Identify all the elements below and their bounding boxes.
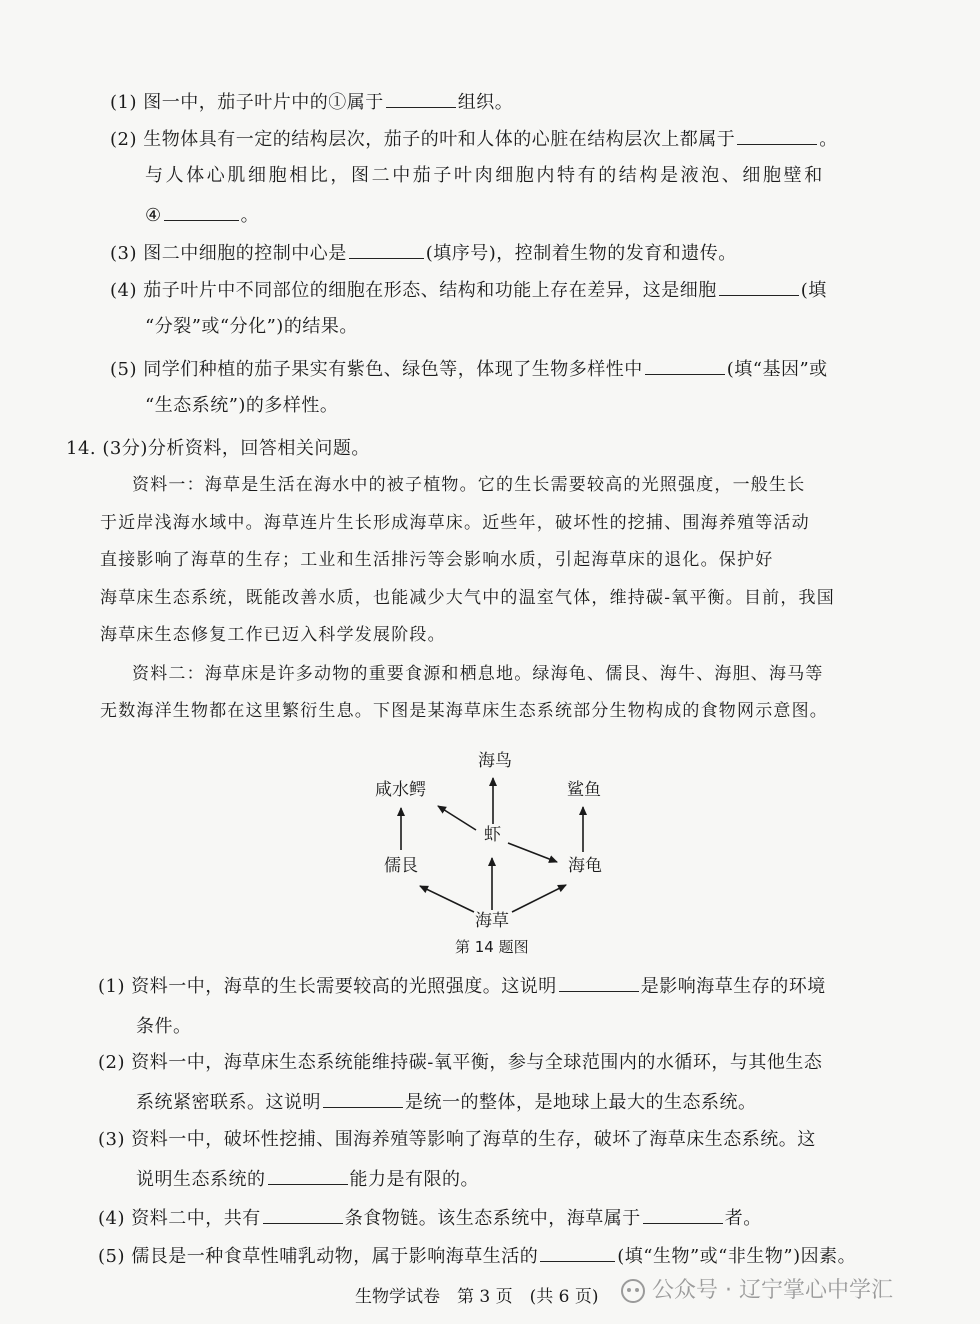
material2-line: 无数海洋生物都在这里繁衍生息。下图是某海草床生态系统部分生物构成的食物网示意图。	[100, 701, 828, 721]
node-seabird: 海鸟	[478, 751, 512, 771]
node-crocodile: 咸水鳄	[375, 780, 426, 800]
q13-part3	[110, 240, 737, 267]
q14-part4-text-b: 条食物链。该生态系统中，海草属于	[344, 1208, 641, 1229]
q14-part4	[98, 1205, 762, 1232]
q13-part5	[110, 356, 828, 383]
q14-part2-line2-a: 系统紧密联系。这说明	[136, 1092, 321, 1113]
q14-part1-text-b: 是影响海草生存的环境	[640, 976, 826, 997]
node-seagrass: 海草	[475, 911, 509, 931]
q13-part4-text-b: (填	[800, 280, 827, 301]
answer-blank[interactable]	[645, 356, 725, 375]
q13-part3-num: (3)	[110, 243, 137, 264]
q13-part2-num: (2)	[110, 129, 137, 150]
q14-part3-text-a: 资料一中，破坏性挖捕、围海养殖等影响了海草的生存，破坏了海草床生态系统。这	[131, 1129, 816, 1150]
q13-part1-text-a: 图一中，茄子叶片中的①属于	[143, 92, 384, 113]
q14-part1-text-a: 资料一中，海草的生长需要较高的光照强度。这说明	[131, 976, 557, 997]
node-turtle: 海龟	[568, 856, 602, 876]
q14-part1	[98, 973, 826, 1000]
q13-part1-num: (1)	[110, 92, 137, 113]
q13-part5-text-a: 同学们种植的茄子果实有紫色、绿色等，体现了生物多样性中	[143, 359, 643, 380]
figure-caption: 第 14 题图	[455, 938, 529, 956]
q13-part5-text-b: (填“基因”或	[726, 359, 828, 380]
arrow-shrimp-crocodile	[438, 806, 476, 830]
q14-part3-line2	[136, 1166, 479, 1193]
node-dugong: 儒艮	[384, 856, 418, 876]
q13-part2-text-a: 生物体具有一定的结构层次，茄子的叶和人体的心脏在结构层次上都属于	[143, 129, 736, 150]
q13-part1-text-b: 组织。	[457, 92, 514, 113]
material1-line: 海草床生态系统，既能改善水质，也能减少大气中的温室气体，维持碳-氧平衡。目前，我国	[100, 588, 835, 608]
answer-blank[interactable]	[263, 1205, 343, 1224]
q13-part2-line3-end: 。	[240, 205, 260, 226]
q14-part2-line2	[136, 1089, 757, 1116]
q14-part4-text-a: 资料二中，共有	[131, 1208, 261, 1229]
q14-part2-line2-b: 是统一的整体，是地球上最大的生态系统。	[405, 1092, 757, 1113]
q14-part3-line2-a: 说明生态系统的	[136, 1169, 266, 1190]
watermark	[620, 1273, 893, 1304]
q14-part2	[98, 1050, 822, 1076]
answer-blank[interactable]	[268, 1166, 348, 1185]
material1-line: 直接影响了海草的生存；工业和生活排污等会影响水质，引起海草床的退化。保护好	[100, 550, 774, 570]
q14-part3	[98, 1127, 816, 1153]
answer-blank[interactable]	[349, 240, 424, 259]
q13-part2-circled-4: ④	[145, 205, 162, 226]
q13-part2-line3	[145, 202, 259, 229]
q13-part2-line2: 与人体心肌细胞相比，图二中茄子叶肉细胞内特有的结构是液泡、细胞壁和	[145, 165, 825, 186]
q13-part3-text-a: 图二中细胞的控制中心是	[143, 243, 347, 264]
q14-part1-num: (1)	[98, 976, 125, 997]
q14-part5-text-a: 儒艮是一种食草性哺乳动物，属于影响海草生活的	[131, 1246, 539, 1267]
q14-part5	[98, 1243, 856, 1270]
q14-part2-num: (2)	[98, 1052, 125, 1073]
answer-blank[interactable]	[643, 1205, 723, 1224]
q14-header: 14. (3分)分析资料，回答相关问题。	[66, 438, 370, 459]
wechat-icon	[620, 1278, 646, 1304]
q14-part3-num: (3)	[98, 1129, 125, 1150]
arrow-seagrass-dugong	[420, 886, 474, 912]
q14-part5-text-b: (填“生物”或“非生物”)因素。	[617, 1246, 857, 1267]
answer-blank[interactable]	[540, 1243, 615, 1262]
answer-blank[interactable]	[323, 1089, 403, 1108]
q13-part5-line2: “生态系统”)的多样性。	[145, 395, 339, 416]
watermark-text: 公众号 · 辽宁掌心中学汇	[652, 1278, 893, 1303]
node-shark: 鲨鱼	[567, 780, 601, 800]
q13-part5-num: (5)	[110, 359, 137, 380]
q14-part4-num: (4)	[98, 1208, 125, 1229]
q14-part1-line2: 条件。	[136, 1016, 192, 1037]
q13-part4-num: (4)	[110, 280, 137, 301]
material2-line: 资料二：海草床是许多动物的重要食源和栖息地。绿海龟、儒艮、海牛、海胆、海马等	[132, 664, 824, 684]
material1-line: 海草床生态修复工作已迈入科学发展阶段。	[100, 625, 446, 645]
q14-part5-num: (5)	[98, 1246, 125, 1267]
q13-part2-text-b: 。	[819, 129, 838, 150]
arrow-seagrass-turtle	[512, 885, 566, 912]
answer-blank[interactable]	[737, 126, 817, 145]
arrow-shrimp-turtle	[508, 843, 557, 862]
q13-part2	[110, 126, 838, 153]
q13-part1	[110, 89, 513, 116]
material1-line: 资料一：海草是生活在海水中的被子植物。它的生长需要较高的光照强度，一般生长	[132, 475, 806, 495]
q13-part4	[110, 277, 827, 304]
page-footer: 生物学试卷 第 3 页 (共 6 页)	[355, 1287, 599, 1307]
answer-blank[interactable]	[719, 277, 799, 296]
q14-part2-text-a: 资料一中，海草床生态系统能维持碳-氧平衡，参与全球范围内的水循环，与其他生态	[131, 1052, 823, 1073]
answer-blank[interactable]	[386, 89, 456, 108]
material1-line: 于近岸浅海水域中。海草连片生长形成海草床。近些年，破坏性的挖捕、围海养殖等活动	[100, 513, 810, 533]
q13-part4-text-a: 茄子叶片中不同部位的细胞在形态、结构和功能上存在差异，这是细胞	[143, 280, 717, 301]
answer-blank[interactable]	[164, 202, 239, 221]
answer-blank[interactable]	[559, 973, 639, 992]
node-shrimp: 虾	[484, 825, 501, 845]
q13-part3-text-b: (填序号)，控制着生物的发育和遗传。	[425, 243, 737, 264]
q14-part4-text-c: 者。	[724, 1208, 762, 1229]
q14-part3-line2-b: 能力是有限的。	[349, 1169, 479, 1190]
q13-part4-line2: “分裂”或“分化”)的结果。	[145, 316, 358, 337]
